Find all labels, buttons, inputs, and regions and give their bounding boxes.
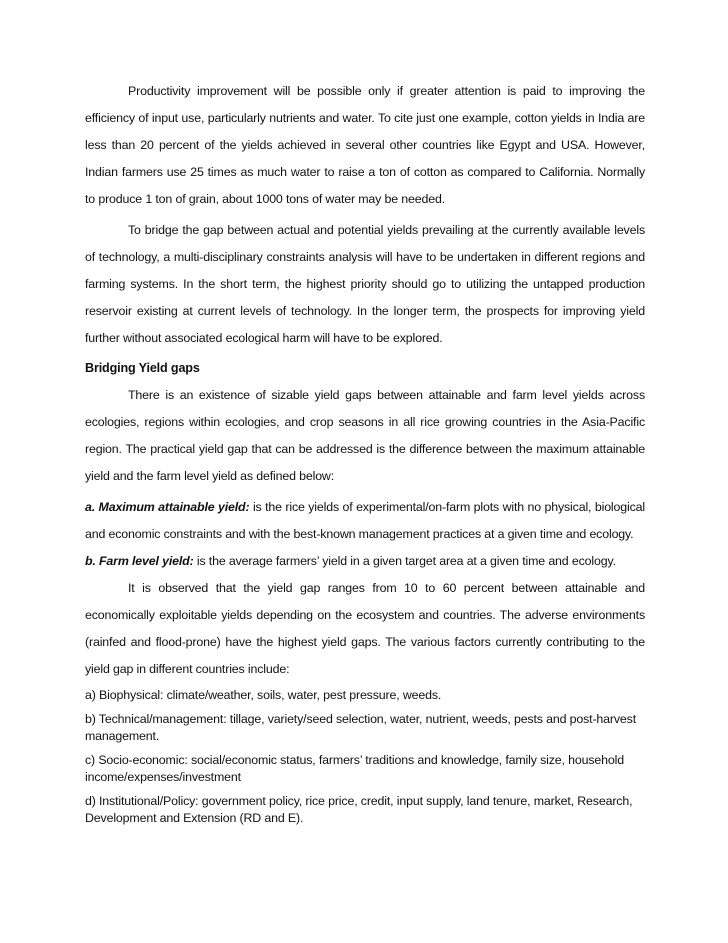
definition-a-term: a. Maximum attainable yield: xyxy=(85,500,250,514)
definition-maximum-attainable-yield xyxy=(85,494,645,548)
factor-technical: b) Technical/management: tillage, variety/seed selection, water, nutrient, weeds, pests and post-harvest management. xyxy=(85,712,637,743)
factor-socio-economic: c) Socio-economic: social/economic status, farmers’ traditions and knowledge, family size, household income/expenses/investment xyxy=(85,753,624,784)
paragraph-yield-gaps: There is an existence of sizable yield gaps between attainable and farm level yields across ecologies, regions within ecologies, and crop seasons in all rice growing countries in the Asia-Pacific region. The practical yield gap that can be addressed is the difference between the maximum attainable yield and the farm level yield as defined below: xyxy=(85,388,645,483)
definition-b-term: b. Farm level yield: xyxy=(85,554,194,568)
section-heading: Bridging Yield gaps xyxy=(85,361,200,375)
paragraph-observed-gap: It is observed that the yield gap ranges from 10 to 60 percent between attainable and economically exploitable yields depending on the ecosystem and countries. The adverse environments (rainfed and flood-prone) have the highest yield gaps. The various factors currently contributing to the yield gap in different countries include: xyxy=(85,581,645,676)
definition-farm-level-yield xyxy=(85,548,645,575)
document-page xyxy=(85,78,645,827)
factor-institutional: d) Institutional/Policy: government policy, rice price, credit, input supply, land tenure, market, Research, Development and Extension (RD and E). xyxy=(85,794,633,825)
factor-biophysical: a) Biophysical: climate/weather, soils, water, pest pressure, weeds. xyxy=(85,688,442,702)
definition-a-text: is the rice yields of experimental/on-farm plots with no physical, biological and economic constraints and with the best-known management practices at a given time and ecology. xyxy=(85,500,646,541)
paragraph-bridge-gap: To bridge the gap between actual and potential yields prevailing at the currently available levels of technology, a multi-disciplinary constraints analysis will have to be undertaken in different regions and farming systems. In the short term, the highest priority should go to utilizing the untapped production reservoir existing at current levels of technology. In the longer term, the prospects for improving yield further without associated ecological harm will have to be explored. xyxy=(85,223,645,345)
definition-b-text: is the average farmers’ yield in a given target area at a given time and ecology. xyxy=(193,554,616,568)
paragraph-productivity: Productivity improvement will be possible only if greater attention is paid to improving the efficiency of input use, particularly nutrients and water. To cite just one example, cotton yields in India are less than 20 percent of the yields achieved in several other countries like Egypt and USA. However, Indian farmers use 25 times as much water to raise a ton of cotton as compared to California. Normally to produce 1 ton of grain, about 1000 tons of water may be needed. xyxy=(85,84,645,206)
